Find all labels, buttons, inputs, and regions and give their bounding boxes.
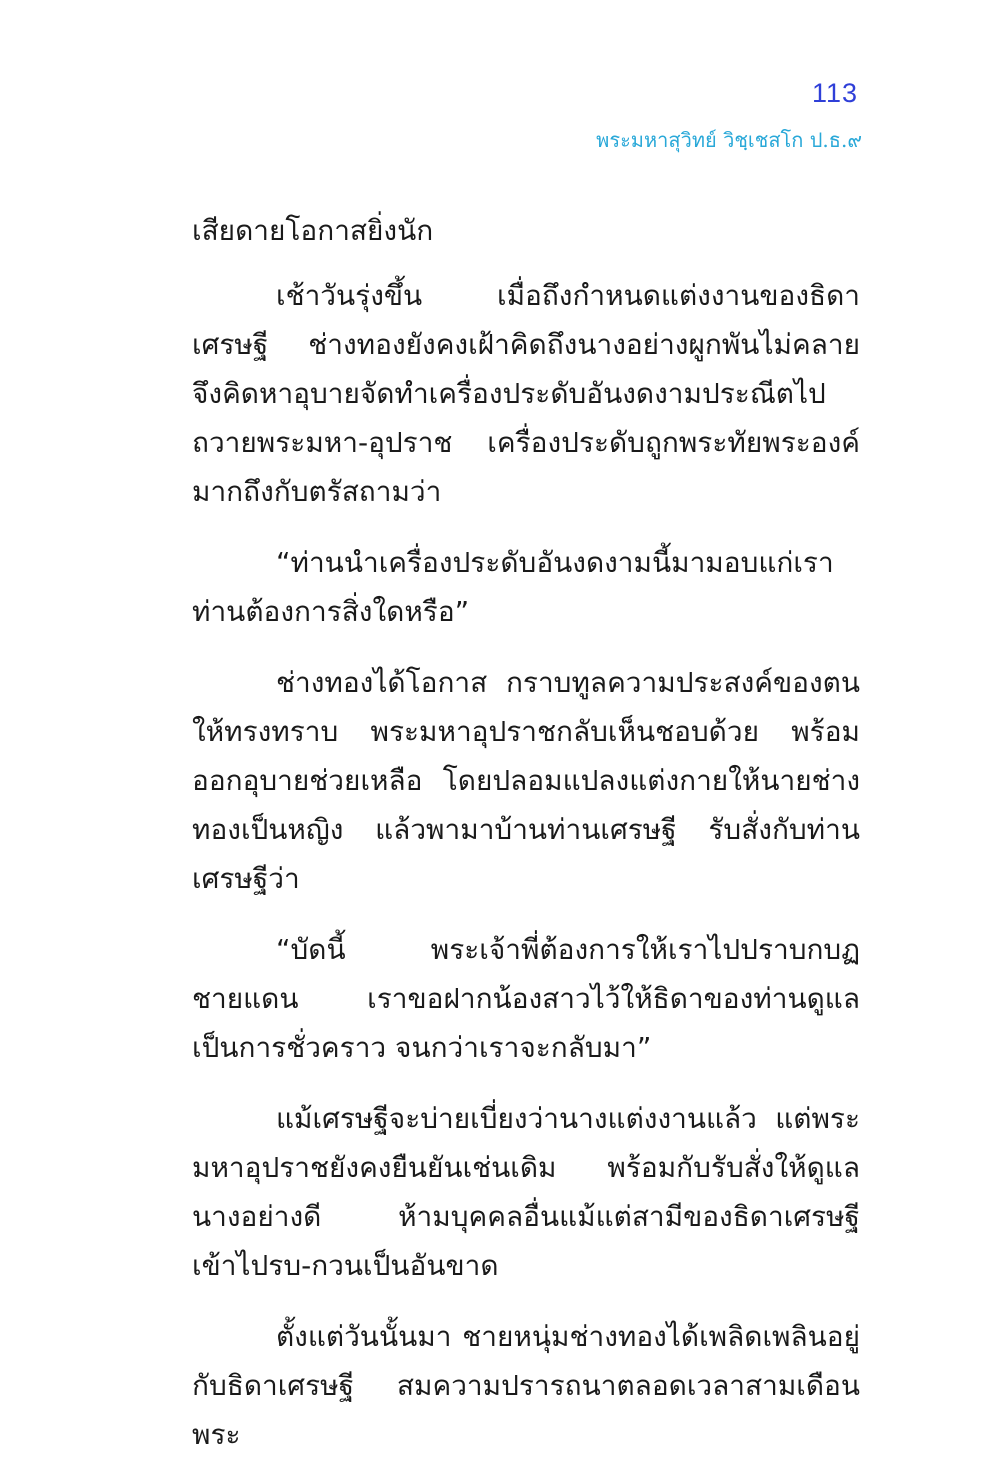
paragraph-2: เช้าวันรุ่งขึ้น เมื่อถึงกำหนดแต่งงานของธิดาเศรษฐี ช่างทองยังคงเฝ้าคิดถึงนางอย่างผูกพันไม่คลาย จึงคิดหาอุบายจัดทำเครื่องประดับอันงดงามประณีตไปถวายพระมหา-อุปราช เครื่องประดับถูกพระทัยพระองค์มากถึงกับตรัสถามว่า — [192, 279, 860, 508]
paragraph-3: “ท่านนำเครื่องประดับอันงดงามนี้มามอบแก่เรา ท่านต้องการสิ่งใดหรือ” — [192, 546, 834, 628]
paragraph-6: แม้เศรษฐีจะบ่ายเบี่ยงว่านางแต่งงานแล้ว แต่พระมหาอุปราชยังคงยืนยันเช่นเดิม พร้อมกับรับสั่งให้ดูแลนางอย่างดี ห้ามบุคคลอื่นแม้แต่สามีของธิดาเศรษฐีเข้าไปรบ-กวนเป็นอันขาด — [192, 1102, 860, 1282]
paragraph-4: ช่างทองได้โอกาส กราบทูลความประสงค์ของตนให้ทรงทราบ พระมหาอุปราชกลับเห็นชอบด้วย พร้อมออกอุบายช่วยเหลือ โดยปลอมแปลงแต่งกายให้นายช่างทองเป็นหญิง แล้วพามาบ้านท่านเศรษฐี รับสั่งกับท่านเศรษฐีว่า — [192, 666, 860, 895]
body-text — [192, 206, 860, 1481]
paragraph-7: ตั้งแต่วันนั้นมา ชายหนุ่มช่างทองได้เพลิดเพลินอยู่กับธิดาเศรษฐี สมความปรารถนาตลอดเวลาสามเดือน พระ — [192, 1320, 860, 1451]
page-number: 113 — [811, 78, 858, 108]
running-header: พระมหาสุวิทย์ วิชฺเชสโก ป.ธ.๙ — [596, 128, 862, 152]
paragraph-5: “บัดนี้ พระเจ้าพี่ต้องการให้เราไปปราบกบฏชายแดน เราขอฝากน้องสาวไว้ให้ธิดาของท่านดูแลเป็นการชั่วคราว จนกว่าเราจะกลับมา” — [192, 933, 860, 1064]
paragraph-1: เสียดายโอกาสยิ่งนัก — [192, 214, 434, 247]
